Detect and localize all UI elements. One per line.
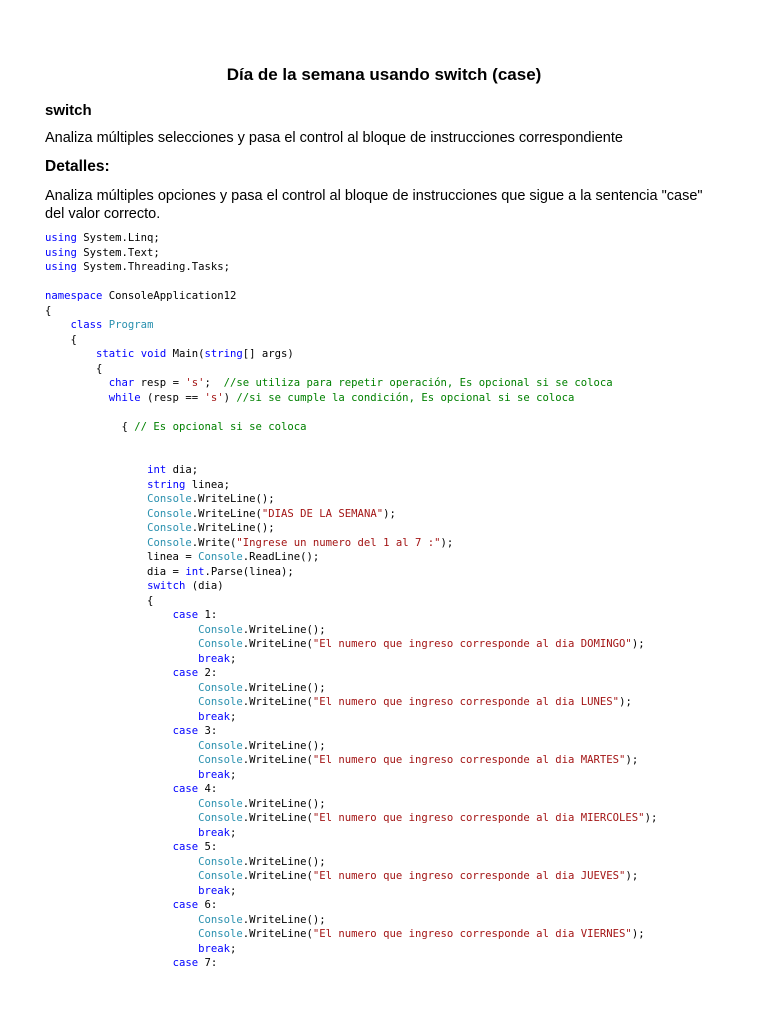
code-token: Console [198, 913, 243, 926]
code-token [45, 754, 198, 766]
code-token: .WriteLine( [242, 812, 313, 824]
code-token: Program [108, 319, 154, 331]
code-token: using [45, 232, 77, 244]
code-token: "DIAS DE LA SEMANA" [261, 507, 384, 520]
code-token [45, 856, 198, 868]
code-token: { [45, 420, 135, 433]
code-token: ; [229, 942, 237, 955]
code-line [45, 753, 765, 768]
code-line [45, 768, 765, 783]
code-token [45, 827, 198, 839]
code-token [45, 928, 198, 940]
code-token: ; [229, 884, 237, 897]
code-line [45, 246, 765, 261]
code-token: Console [198, 696, 243, 708]
code-token [45, 319, 71, 331]
code-token [45, 885, 198, 897]
code-token [45, 740, 198, 752]
code-line [45, 231, 765, 246]
code-line [45, 811, 765, 826]
code-token: Console [147, 507, 192, 520]
code-token: Console [198, 681, 243, 694]
code-token: [] args) [242, 348, 294, 360]
code-token: string [147, 478, 186, 491]
code-token: System.Text; [76, 246, 160, 259]
code-token: case [172, 841, 199, 853]
code-token [45, 682, 198, 694]
code-token: .Write( [191, 536, 237, 549]
code-token: case [172, 957, 199, 969]
code-token: "El numero que ingreso corresponde al dia JUEVES" [312, 870, 626, 882]
code-token [45, 537, 147, 549]
code-token: ConsoleApplication12 [102, 290, 237, 302]
code-token: .WriteLine(); [242, 913, 326, 926]
code-line [45, 855, 765, 870]
code-line [45, 420, 765, 435]
code-token: .WriteLine(); [242, 681, 326, 694]
code-token [45, 377, 109, 389]
code-line [45, 594, 765, 609]
code-token [45, 580, 147, 592]
code-line [45, 579, 765, 594]
code-token [45, 493, 147, 505]
code-token: { [45, 362, 103, 375]
code-token: ); [644, 812, 658, 824]
code-token: 's' [185, 377, 205, 389]
code-token: Console [198, 797, 243, 810]
code-token: break [198, 768, 230, 781]
details-line-1: Analiza múltiples opciones y pasa el control al bloque de instrucciones que sigue a la sentencia "case" [45, 188, 703, 204]
code-token: ); [631, 928, 645, 940]
code-token: case [172, 899, 199, 911]
code-token: break [198, 652, 230, 665]
code-token: "El numero que ingreso corresponde al dia LUNES" [312, 696, 620, 708]
code-line [45, 724, 765, 739]
code-line [45, 521, 765, 536]
code-line [45, 391, 765, 406]
code-token: Console [198, 812, 243, 824]
code-token: int [185, 565, 205, 578]
code-line [45, 710, 765, 725]
code-token: 7: [198, 957, 218, 969]
code-token: break [198, 710, 230, 723]
code-token [45, 624, 198, 636]
code-token: (resp == [140, 391, 205, 404]
code-token [45, 783, 173, 795]
code-token [45, 696, 198, 708]
code-token: ); [619, 696, 632, 708]
code-line [45, 826, 765, 841]
code-token: System.Threading.Tasks; [76, 261, 230, 273]
code-line [45, 956, 765, 971]
code-token: linea; [185, 478, 230, 491]
code-token [45, 841, 173, 853]
code-token: Console [198, 928, 243, 940]
page-title: Día de la semana usando switch (case) [226, 65, 542, 84]
code-line [45, 289, 765, 304]
code-line [45, 304, 765, 319]
code-token: .WriteLine( [242, 754, 313, 766]
code-token: Console [147, 493, 192, 505]
code-token [45, 508, 147, 520]
code-token: Console [198, 754, 243, 766]
code-token: System.Linq; [76, 232, 160, 244]
code-token [45, 711, 198, 723]
code-token: while [108, 391, 141, 404]
code-token [45, 899, 173, 911]
code-token: using [45, 246, 77, 259]
code-line [45, 884, 765, 899]
code-token: { [45, 304, 52, 317]
code-line [45, 536, 765, 551]
code-token: (dia) [185, 580, 224, 592]
code-token: static [96, 348, 135, 360]
code-token: 5: [198, 841, 218, 853]
code-line [45, 898, 765, 913]
code-token: .WriteLine( [242, 638, 313, 650]
code-token: void [140, 348, 167, 360]
section-text-details [45, 187, 735, 223]
code-token [45, 870, 198, 882]
code-token: "Ingrese un numero del 1 al 7 :" [236, 536, 441, 549]
code-token [45, 653, 198, 665]
code-token: ); [631, 638, 645, 650]
code-line [45, 347, 765, 362]
code-token: 3: [198, 725, 218, 737]
section-heading-switch: switch [45, 102, 92, 119]
code-token: ; [229, 652, 237, 665]
code-line [45, 608, 765, 623]
code-token [45, 812, 198, 824]
code-token: case [172, 783, 199, 795]
code-token: Main( [166, 348, 205, 360]
code-token: class [70, 319, 103, 331]
code-token: .WriteLine(); [242, 739, 326, 752]
code-line [45, 942, 765, 957]
code-token: string [204, 348, 243, 360]
code-line [45, 463, 765, 478]
code-token [45, 725, 173, 737]
code-token: ; [229, 826, 237, 839]
code-token [45, 914, 198, 926]
code-token: dia; [166, 464, 199, 476]
code-token [45, 479, 147, 491]
code-line [45, 565, 765, 580]
code-line [45, 739, 765, 754]
code-token: 's' [204, 391, 224, 404]
code-token: Console [198, 551, 243, 563]
code-line [45, 913, 765, 928]
code-line [45, 275, 765, 290]
code-token [45, 609, 173, 621]
code-token: dia = [45, 565, 186, 578]
code-token: Console [147, 522, 192, 534]
code-token [45, 348, 96, 360]
code-token: { [45, 594, 154, 607]
details-line-2: del valor correcto. [45, 206, 161, 222]
code-token [45, 638, 198, 650]
code-line [45, 362, 765, 377]
code-token [45, 769, 198, 781]
code-token: .WriteLine(); [191, 522, 275, 534]
code-token: //si se cumple la condición, Es opcional si se coloca [236, 391, 575, 404]
code-token: ); [625, 870, 639, 882]
code-token: //se utiliza para repetir operación, Es opcional si se coloca [223, 377, 613, 389]
code-token: .WriteLine(); [242, 855, 326, 868]
code-token: Console [147, 536, 192, 549]
code-line [45, 449, 765, 464]
code-token: ; [229, 710, 237, 723]
code-token: "El numero que ingreso corresponde al dia MARTES" [312, 754, 626, 766]
code-token: .WriteLine(); [242, 797, 326, 810]
code-token: int [147, 464, 167, 476]
code-token: case [172, 609, 199, 621]
code-token: case [172, 725, 199, 737]
code-line [45, 550, 765, 565]
code-token: .WriteLine(); [191, 493, 275, 505]
code-token [45, 392, 109, 404]
code-token [45, 943, 198, 955]
code-token: char [108, 377, 135, 389]
code-token: ; [229, 768, 237, 781]
code-line [45, 507, 765, 522]
code-token: .ReadLine(); [242, 551, 320, 563]
code-token: ) [223, 391, 237, 404]
code-token [45, 464, 147, 476]
code-token: 2: [198, 667, 218, 679]
code-token: 6: [198, 899, 218, 911]
code-line [45, 927, 765, 942]
code-token [45, 522, 147, 534]
code-line [45, 695, 765, 710]
code-line [45, 840, 765, 855]
code-token: .WriteLine( [242, 696, 313, 708]
code-line [45, 260, 765, 275]
code-token: .WriteLine(); [242, 623, 326, 636]
code-token: switch [147, 580, 186, 592]
code-line [45, 797, 765, 812]
code-line [45, 782, 765, 797]
code-token: break [198, 942, 230, 955]
code-token: .WriteLine( [242, 870, 313, 882]
code-token: linea = [45, 551, 199, 563]
code-token: { [45, 333, 77, 346]
code-block [45, 231, 765, 971]
code-line [45, 434, 765, 449]
code-line [45, 376, 765, 391]
code-line [45, 681, 765, 696]
code-token: Console [198, 855, 243, 868]
code-token: 4: [198, 783, 218, 795]
code-token [45, 667, 173, 679]
code-token: "El numero que ingreso corresponde al dia DOMINGO" [312, 638, 632, 650]
code-token: .Parse(linea); [204, 565, 294, 578]
code-token: .WriteLine( [242, 928, 313, 940]
code-token: // Es opcional si se coloca [134, 420, 307, 433]
code-token: .WriteLine( [191, 507, 262, 520]
code-token: resp = [134, 377, 186, 389]
code-token: "El numero que ingreso corresponde al dia VIERNES" [312, 928, 632, 940]
code-line [45, 666, 765, 681]
code-line [45, 333, 765, 348]
code-line [45, 637, 765, 652]
code-line [45, 492, 765, 507]
code-token: case [172, 667, 199, 679]
code-token [45, 798, 198, 810]
code-line [45, 869, 765, 884]
section-text-switch: Analiza múltiples selecciones y pasa el control al bloque de instrucciones correspondiente [45, 130, 623, 146]
code-token: namespace [45, 290, 103, 302]
code-token [45, 957, 173, 969]
code-token: break [198, 884, 230, 897]
code-token: ); [383, 507, 396, 520]
code-line [45, 623, 765, 638]
code-line [45, 405, 765, 420]
code-line [45, 318, 765, 333]
code-token: ; [204, 377, 224, 389]
code-token: ); [440, 536, 454, 549]
code-token: Console [198, 623, 243, 636]
code-token: Console [198, 638, 243, 650]
code-token: "El numero que ingreso corresponde al dia MIERCOLES" [312, 812, 645, 824]
code-line [45, 652, 765, 667]
section-heading-details: Detalles: [45, 158, 110, 175]
code-token: Console [198, 739, 243, 752]
code-token: 1: [198, 609, 218, 621]
code-token: using [45, 261, 77, 273]
code-token: ); [625, 754, 639, 766]
code-token: Console [198, 870, 243, 882]
code-line [45, 478, 765, 493]
code-token: break [198, 826, 230, 839]
